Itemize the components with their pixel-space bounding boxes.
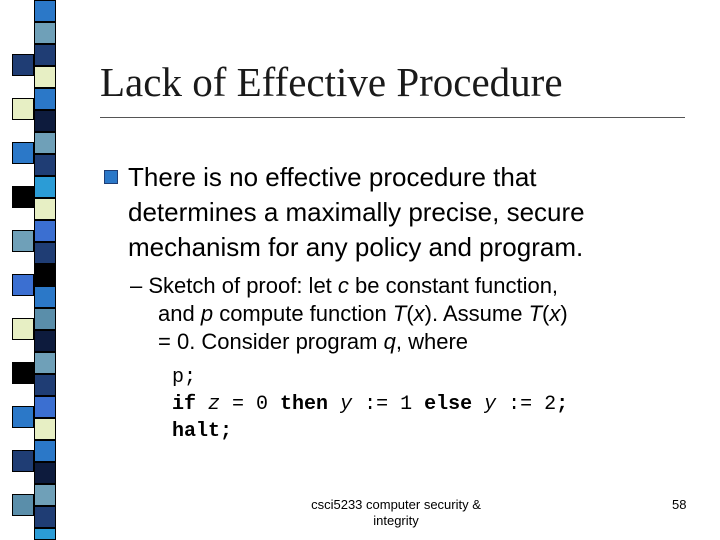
strip-block (34, 154, 56, 176)
strip-block (34, 462, 56, 484)
strip-block (34, 330, 56, 352)
strip-block (12, 362, 34, 384)
bullet-main-line: determines a maximally precise, secure (128, 197, 585, 227)
keyword-if: if (172, 393, 209, 416)
keyword-halt: halt; (172, 420, 233, 443)
strip-block (12, 450, 34, 472)
var-x: x (549, 301, 561, 326)
code-line-1 (172, 364, 568, 391)
var-T: T (528, 301, 543, 326)
text-run: and (158, 301, 201, 326)
slide-footer (296, 497, 496, 529)
bullet-main-line: mechanism for any policy and program. (128, 232, 584, 262)
slide-title: Lack of Effective Procedure (100, 59, 563, 105)
var-q: q (383, 329, 396, 354)
strip-block (34, 44, 56, 66)
strip-block (34, 528, 56, 540)
strip-block (34, 374, 56, 396)
bullet-main-line: There is no effective procedure that (128, 162, 537, 192)
sub-bullet-line-2 (130, 300, 700, 328)
strip-block (12, 230, 34, 252)
strip-block (34, 88, 56, 110)
footer-line: csci5233 computer security & (311, 497, 481, 512)
strip-block (34, 396, 56, 418)
strip-block (12, 494, 34, 516)
sub-bullet-text (130, 272, 700, 356)
strip-block (34, 440, 56, 462)
strip-block (34, 418, 56, 440)
strip-block (34, 198, 56, 220)
bullet-main-text (128, 160, 708, 265)
strip-block (34, 220, 56, 242)
strip-block (34, 0, 56, 22)
code-token: p; (172, 366, 197, 389)
strip-block (34, 506, 56, 528)
strip-block (34, 22, 56, 44)
strip-block (12, 406, 34, 428)
strip-block (34, 242, 56, 264)
text-run: Sketch of proof: let (148, 273, 338, 298)
var-x: x (413, 301, 425, 326)
text-run: = 0. Consider program (158, 329, 384, 354)
strip-block (34, 176, 56, 198)
keyword-else: else (424, 393, 485, 416)
var-z: z (208, 393, 221, 416)
strip-block (12, 274, 34, 296)
dash-marker: – (130, 273, 149, 298)
strip-block (34, 352, 56, 374)
strip-block (12, 186, 34, 208)
code-token: = 0 (220, 393, 281, 416)
code-token: := 1 (352, 393, 425, 416)
strip-block (12, 98, 34, 120)
strip-block (34, 132, 56, 154)
code-block (172, 364, 568, 445)
text-run: ( (406, 301, 414, 326)
text-run: ). Assume (424, 301, 529, 326)
strip-block (34, 264, 56, 286)
text-run: ) (560, 301, 568, 326)
strip-block (34, 484, 56, 506)
strip-block (12, 142, 34, 164)
decorative-block-strip (0, 0, 60, 540)
footer-line: integrity (373, 513, 419, 528)
strip-block (34, 110, 56, 132)
strip-block (34, 308, 56, 330)
strip-block (12, 54, 34, 76)
code-token: := 2 (496, 393, 557, 416)
strip-block (34, 286, 56, 308)
text-run: ( (542, 301, 550, 326)
var-p: p (200, 301, 214, 326)
page-number: 58 (672, 497, 687, 512)
sub-bullet-line-3 (130, 328, 700, 356)
var-y: y (484, 393, 497, 416)
bullet-square-icon (104, 170, 118, 184)
var-y: y (340, 393, 353, 416)
text-run: compute function (213, 301, 393, 326)
strip-block (34, 66, 56, 88)
code-line-2 (172, 391, 568, 418)
sub-bullet-line-1 (130, 272, 700, 300)
text-run: , where (395, 329, 469, 354)
text-run: be constant function, (348, 273, 559, 298)
var-c: c (337, 273, 349, 298)
var-T: T (392, 301, 407, 326)
title-underline (100, 117, 685, 118)
strip-block (12, 318, 34, 340)
code-token: ; (556, 393, 569, 416)
keyword-then: then (280, 393, 341, 416)
code-line-3 (172, 418, 568, 445)
